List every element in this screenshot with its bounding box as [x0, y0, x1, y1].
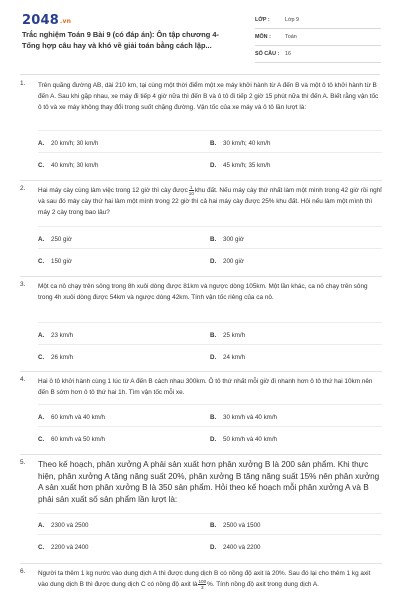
question-text: Hai ô tô khởi hành cùng 1 lúc từ A đến B cách nhau 300km. Ô tô thứ nhất mỗi giờ đi nhanh hơn ô tô thứ hai 10km nên đến B sớm hơn ô tô thứ hai 1h. Tìm vận tốc mỗi xe. — [38, 378, 373, 396]
question-separator — [20, 563, 382, 564]
option-c[interactable] — [38, 540, 188, 554]
option-c[interactable] — [38, 254, 188, 268]
option-divider — [38, 322, 382, 323]
option-d[interactable] — [210, 540, 360, 554]
option-letter: A. — [38, 521, 45, 529]
option-letter: C. — [38, 257, 45, 265]
option-d[interactable] — [210, 432, 360, 446]
option-text: 30 km/h; 40 km/h — [223, 139, 271, 147]
option-a[interactable] — [38, 410, 188, 424]
option-d[interactable] — [210, 254, 360, 268]
question-number: 6. — [20, 568, 26, 575]
option-text: 20 km/h; 30 km/h — [51, 139, 99, 147]
option-text: 2400 và 2200 — [223, 543, 261, 551]
option-text: 40 km/h; 30 km/h — [51, 161, 99, 169]
logo-suffix: .vn — [59, 18, 72, 25]
option-letter: B. — [210, 331, 217, 339]
option-divider — [38, 426, 382, 427]
option-letter: D. — [210, 257, 217, 265]
option-text: 23 km/h — [51, 331, 74, 339]
option-letter: D. — [210, 435, 217, 443]
option-letter: A. — [38, 413, 45, 421]
document-title: Trắc nghiệm Toán 9 Bài 9 (có đáp án): Ôn tập chương 4- Tổng hợp câu hay và khó về giải toán bằng cách lập... — [22, 30, 219, 50]
option-letter: D. — [210, 543, 217, 551]
question-number: 2. — [20, 185, 26, 192]
option-letter: C. — [38, 543, 45, 551]
option-divider — [38, 513, 382, 514]
option-divider — [38, 130, 382, 131]
option-divider — [38, 248, 382, 249]
option-b[interactable] — [210, 328, 360, 342]
question-6 — [20, 568, 382, 600]
site-logo[interactable] — [22, 13, 71, 28]
question-separator — [20, 276, 382, 277]
option-letter: D. — [210, 161, 217, 169]
meta-value: Lớp 9 — [285, 17, 300, 23]
meta-row-subject — [255, 29, 381, 46]
option-text: 150 giờ — [51, 257, 72, 265]
option-text: 2500 và 1500 — [223, 521, 261, 529]
option-a[interactable] — [38, 232, 188, 246]
option-letter: B. — [210, 235, 217, 243]
meta-value: 16 — [285, 51, 291, 57]
option-c[interactable] — [38, 432, 188, 446]
document-header — [0, 0, 400, 70]
fraction — [198, 579, 206, 590]
option-text: 60 km/h và 40 km/h — [51, 413, 105, 421]
option-text: 250 giờ — [51, 235, 72, 243]
question-number: 4. — [20, 376, 26, 383]
option-text: 50 km/h và 40 km/h — [223, 435, 277, 443]
option-letter: A. — [38, 235, 45, 243]
question-text: Theo kế hoạch, phân xưởng A phải sản xuất hơn phân xưởng B là 200 sản phẩm. Khi thực hiện, phân xưởng A tăng năng suất 20%, phân xưởng B tăng năng suất 15% nên phân xưởng A sản xuất hơn phân xưởng B là 350 sản phẩm. Hỏi theo kế hoạch mỗi phân xưởng A và B phải sản xuất số sản phẩm lần lượt là: — [38, 460, 380, 504]
question-number: 1. — [20, 80, 26, 87]
option-letter: B. — [210, 413, 217, 421]
option-d[interactable] — [210, 350, 360, 364]
option-text: 25 km/h — [223, 331, 246, 339]
question-separator — [20, 454, 382, 455]
question-separator — [20, 371, 382, 372]
option-divider — [38, 344, 382, 345]
fraction-numerator: 100 — [198, 579, 207, 584]
option-divider — [38, 534, 382, 535]
option-b[interactable] — [210, 410, 360, 424]
question-separator — [20, 180, 382, 181]
meta-value: Toán — [285, 34, 297, 40]
option-text: 45 km/h; 35 km/h — [223, 161, 271, 169]
meta-table — [255, 12, 381, 63]
option-a[interactable] — [38, 518, 188, 532]
option-letter: C. — [38, 435, 45, 443]
question-text-before: Hai máy cày cùng làm việc trong 12 giờ thì cày được — [38, 187, 188, 195]
option-letter: B. — [210, 521, 217, 529]
option-d[interactable] — [210, 158, 360, 172]
option-b[interactable] — [210, 232, 360, 246]
option-letter: C. — [38, 353, 45, 361]
meta-key: SỐ CÂU : — [255, 51, 280, 57]
option-letter: B. — [210, 139, 217, 147]
fraction-denominator: 10 — [188, 191, 194, 196]
option-text: 60 km/h và 50 km/h — [51, 435, 105, 443]
option-divider — [38, 404, 382, 405]
option-c[interactable] — [38, 158, 188, 172]
option-b[interactable] — [210, 518, 360, 532]
option-divider — [38, 152, 382, 153]
option-c[interactable] — [38, 350, 188, 364]
meta-key: LỚP : — [255, 17, 270, 23]
question-text-after: %. Tính nồng độ axit trong dung dịch A. — [207, 581, 319, 589]
header-divider — [20, 74, 380, 75]
option-letter: A. — [38, 139, 45, 147]
question-number: 5. — [20, 459, 26, 466]
option-text: 200 giờ — [223, 257, 244, 265]
option-text: 26 km/h — [51, 353, 74, 361]
option-text: 2200 và 2400 — [51, 543, 89, 551]
option-a[interactable] — [38, 136, 188, 150]
question-text: Một ca nô chạy trên sông trong 8h xuôi dòng được 81km và ngược dòng 105km. Một lần khác, ca nô chạy trên sông trong 4h xuôi dòng được 54km và ngược dòng 42km. Tính vận tốc riêng của ca nô. — [38, 283, 368, 301]
meta-key: MÔN : — [255, 34, 271, 40]
option-letter: D. — [210, 353, 217, 361]
question-text — [38, 185, 382, 218]
option-letter: C. — [38, 161, 45, 169]
fraction-numerator: 1 — [190, 185, 193, 190]
option-b[interactable] — [210, 136, 360, 150]
option-text: 300 giờ — [223, 235, 244, 243]
option-letter: A. — [38, 331, 45, 339]
fraction — [189, 185, 194, 196]
fraction-denominator: 3 — [201, 585, 204, 590]
option-text: 2300 và 2500 — [51, 521, 89, 529]
question-text-before: Người ta thêm 1 kg nước vào dung dịch A thì được dung dịch B có nồng độ axit là 20%. Sau đó lại cho thêm 1 kg axit vào dung dịch B thì được dung dịch C có nồng độ axit là — [38, 570, 371, 589]
meta-row-count — [255, 46, 381, 63]
option-divider — [38, 226, 382, 227]
meta-row-class — [255, 12, 381, 29]
option-text: 30 km/h và 40 km/h — [223, 413, 277, 421]
question-text-after: khu đất. Nếu máy cày thứ nhất làm một mình trong 42 giờ rồi nghỉ và sau đó máy cày thứ hai làm một mình trong 22 giờ thì cả hai máy cày được 25% khu đất. Hỏi nếu làm một mình thì máy 2 cày trong bao lâu? — [38, 187, 382, 217]
option-a[interactable] — [38, 328, 188, 342]
question-text: Trên quãng đường AB, dài 210 km, tại cùng một thời điểm một xe máy khởi hành từ A đến B và một ô tô khởi hành từ B đến A. Sau khi gặp nhau, xe máy đi tiếp 4 giờ nữa thì đến B và ô tô đi tiếp 2 giờ 15 phút nữa thì đến A. Biết rằng vận tốc ô tô và xe máy không thay đổi trong suốt chặng đường. Vận tốc của xe máy và ô tô lần lượt là: — [38, 82, 379, 111]
question-number: 3. — [20, 281, 26, 288]
question-text — [38, 568, 382, 590]
logo-text: 2048 — [22, 13, 59, 28]
option-text: 24 km/h — [223, 353, 246, 361]
